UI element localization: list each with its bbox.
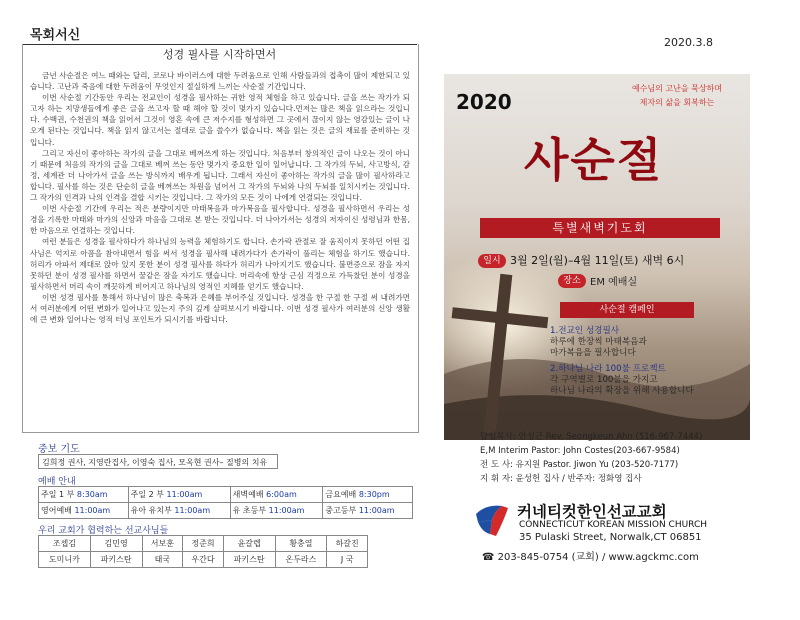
staff-list	[480, 430, 702, 486]
church-name-korean: 커네티컷한인선교교회	[517, 503, 667, 521]
missionary-name: 조셉김	[39, 536, 91, 552]
worship-cell	[39, 487, 129, 503]
worship-cell	[323, 487, 413, 503]
campaign-item-line: 각 구역별로 100불을 가지고	[550, 375, 658, 385]
campaign-item-line: 마가복음을 필사합니다	[550, 348, 636, 358]
when-label: 일시	[478, 254, 506, 268]
table-row	[39, 536, 368, 552]
church-contact: ☎ 203-845-0754 (교회) / www.agckmc.com	[482, 552, 699, 563]
worship-title: 예배 안내	[38, 477, 76, 487]
service-name: 중고등부	[325, 506, 359, 515]
church-logo-icon	[472, 500, 512, 540]
when-text: 3월 2일(월)–4월 11일(토) 새벽 6시	[510, 254, 685, 267]
table-row	[39, 503, 413, 519]
service-time: 11:00am	[358, 506, 395, 515]
staff-line: 담임목사: 안성근 Rev. Seongkeun Ahn (516-967-7444)	[480, 432, 703, 442]
bulletin-date: 2020.3.8	[664, 36, 713, 49]
table-row	[39, 487, 413, 503]
poster-band: 특별새벽기도회	[480, 218, 720, 238]
poster-main-title: 사순절	[524, 133, 664, 187]
poster-year: 2020	[456, 90, 512, 114]
column-subtitle: 성경 필사를 시작하면서	[162, 48, 277, 61]
service-time: 8:30am	[76, 490, 108, 499]
missionary-country: 파키스탄	[90, 552, 142, 568]
worship-cell	[230, 503, 323, 519]
campaign-item-2	[550, 364, 694, 397]
worship-cell	[323, 503, 413, 519]
missionary-country: J 국	[327, 552, 368, 568]
campaign-item-title: 2.하나님 나라 100불 프로젝트	[550, 364, 666, 374]
campaign-title: 사순절 캠페인	[560, 302, 694, 318]
letter-paragraph: 그리고 자신이 좋아하는 작가의 글을 그대로 베껴쓰게 하는 것입니다. 처음부터 창의적인 글이 나오는 것이 아니기 때문에 처음의 작가의 글을 그대로 베껴 쓰는 동안 몇가지 중요한 일이 일어납니다. 그 작가의 두뇌, 사고방식, 감정, 세계관 더 나아가서 글을 쓰는 방식까지 배우게 됩니다. 그래서 자신이 좋아하는 작가의 글을 많이 필사하라고 합니다. 필사를 하는 것은 단순히 글을 베껴쓰는 차원을 넘어서 그 작가의 두뇌와 나의 두뇌를 일치시키는 것입니다. 그 작가의 인격과 나의 인격을 결합 시키는 것입니다. 그 작가의 모든 것이 나에게 연결되는 것입니다.	[30, 148, 410, 203]
table-row	[39, 552, 368, 568]
missionary-name: 서보훈	[142, 536, 183, 552]
campaign-item-title: 1.전교인 성경필사	[550, 326, 620, 336]
worship-cell	[230, 487, 323, 503]
service-time: 11:00am	[74, 506, 111, 515]
service-name: 주일 2 부	[130, 490, 167, 499]
missionary-country: 태국	[142, 552, 183, 568]
campaign-item-1	[550, 326, 647, 359]
church-name-english: CONNECTICUT KOREAN MISSION CHURCH	[519, 520, 708, 530]
lent-poster	[444, 74, 750, 440]
service-time: 6:00am	[266, 490, 297, 499]
column-title: 목회서신	[30, 28, 81, 43]
service-name: 영어예배	[41, 506, 75, 515]
where-text: EM 예배실	[590, 277, 638, 288]
worship-cell	[128, 503, 230, 519]
poster-tagline	[612, 82, 742, 110]
service-time: 11:00am	[174, 506, 211, 515]
staff-line: E,M Interim Pastor: John Costes(203-667-9584)	[480, 446, 680, 456]
service-time: 11:00am	[166, 490, 203, 499]
tagline-line: 예수님의 고난을 묵상하며	[631, 84, 723, 93]
missionary-name: 김민영	[90, 536, 142, 552]
service-name: 유 초등부	[232, 506, 269, 515]
missionary-country: 파키스탄	[223, 552, 275, 568]
tagline-line: 제자의 삶을 회복하는	[639, 98, 715, 107]
worship-table	[38, 486, 413, 519]
missionaries-title: 우리 교회가 협력하는 선교사님들	[38, 526, 169, 536]
missionary-name: 황충열	[275, 536, 327, 552]
worship-cell	[128, 487, 230, 503]
staff-line: 지 휘 자: 윤성헌 집사 / 반주자: 정화영 집사	[480, 474, 642, 484]
service-name: 금요예배	[325, 490, 359, 499]
service-name: 주일 1 부	[41, 490, 77, 499]
staff-line: 전 도 사: 유지원 Pastor. Jiwon Yu (203-520-7177)	[480, 460, 679, 470]
missionary-name: 정준희	[183, 536, 224, 552]
worship-cell	[39, 503, 129, 519]
missionary-name: 윤갈렙	[223, 536, 275, 552]
service-time: 11:00am	[268, 506, 305, 515]
church-address: 35 Pulaski Street, Norwalk,CT 06851	[519, 532, 702, 543]
letter-body	[30, 70, 410, 325]
missionary-country: 우간다	[183, 552, 224, 568]
service-name: 새벽예배	[232, 490, 267, 499]
prayer-list: 김희정 권사, 지영란집사, 이영숙 집사, 모옥현 권사– 질병의 치유	[38, 454, 278, 469]
campaign-item-line: 하루에 한장씩 마태복음과	[550, 337, 647, 347]
letter-paragraph: 이번 성경 필사를 통해서 하나님이 많은 축복과 은혜를 부어주실 것입니다. 성경을 한 구절 한 구절 써 내려가면서 여러분에게 어떤 변화가 일어나고 있는지 주의 깊게 살펴보시기 바랍니다. 이번 성경 필사가 여러분의 신앙 생활에 큰 변화 일어나는 영적 터닝 포인트가 되시기를 바랍니다.	[30, 292, 410, 325]
prayer-title: 중보 기도	[38, 444, 80, 455]
missionary-name: 하갈진	[327, 536, 368, 552]
letter-paragraph: 이번 사순절 기간동안 우리는 전교인이 성경을 필사하는 귀한 영적 체험을 하고 있습니다. 글을 쓰는 작가가 되고자 하는 지망생들에게 좋은 글을 쓰고자 할 때 해야 할 것이 몇가지 있습니다.먼저는 많은 책을 읽으라는 것입니다. 수백권, 수천권의 책을 읽어서 그것이 영혼 속에 큰 저수지를 형성하면 그 곳에서 끊이지 않는 영감있는 글이 나오게 된다는 것입니다. 책을 읽지 않고서는 절대로 글을 쓸수가 없습니다. 책을 읽는 것은 글의 재료를 준비하는 것입니다.	[30, 93, 410, 147]
missionaries-table	[38, 535, 368, 568]
where-label: 장소	[558, 274, 586, 288]
missionary-country: 온두라스	[275, 552, 327, 568]
letter-paragraph: 이번 사순절 기간에 우리는 적은 분량이지만 마태복음과 마가복음을 필사합니다. 성경을 필사하면서 우리는 성경을 기록한 마태와 마가의 신앙과 마음을 그대로 본 받는 것입니다. 더 나아가서는 성경의 저자이신 성령님과 한몸, 한 마음으로 연결하는 것입니다.	[30, 204, 410, 236]
campaign-item-line: 하나님 나라의 확장을 위해 사용합니다	[550, 386, 694, 396]
letter-paragraph: 여런 분들은 성경을 필사하다가 하나님의 능력을 체험하기도 합니다. 손가락 관절로 잘 움직이지 못하던 어떤 집사님은 억지로 아픔을 참아내면서 힘을 써서 성경을 필사해 내려가다가 손가락이 풀리는 체험을 하기도 했습니다. 허리가 아파서 제대로 앉아 있지 못한 분이 성경 필사를 하다가 허리가 나아지기도 했습니다. 불면증으로 잠을 자지 못하던 분이 성경 필사를 하면서 꿀같은 잠을 자기도 했습니다. 머리속에 항상 근심 걱정으로 가득찼던 분이 성경을 필사하면서 머리 속이 깨끗하게 비어지고 하나님의 영적인 지혜를 얻기도 했습니다.	[30, 237, 410, 291]
letter-paragraph: 금년 사순절은 여느 때와는 달리, 코로나 바이러스에 대한 두려움으로 인해 사람들과의 접촉이 많이 제한되고 있습니다. 고난과 죽음에 대한 두려움이 무엇인지 절실하게 느끼는 사순절 기간입니다.	[30, 71, 410, 92]
service-name: 유아 유치부	[130, 506, 175, 515]
missionary-country: 도미니카	[39, 552, 91, 568]
service-time: 8:30pm	[358, 490, 390, 499]
